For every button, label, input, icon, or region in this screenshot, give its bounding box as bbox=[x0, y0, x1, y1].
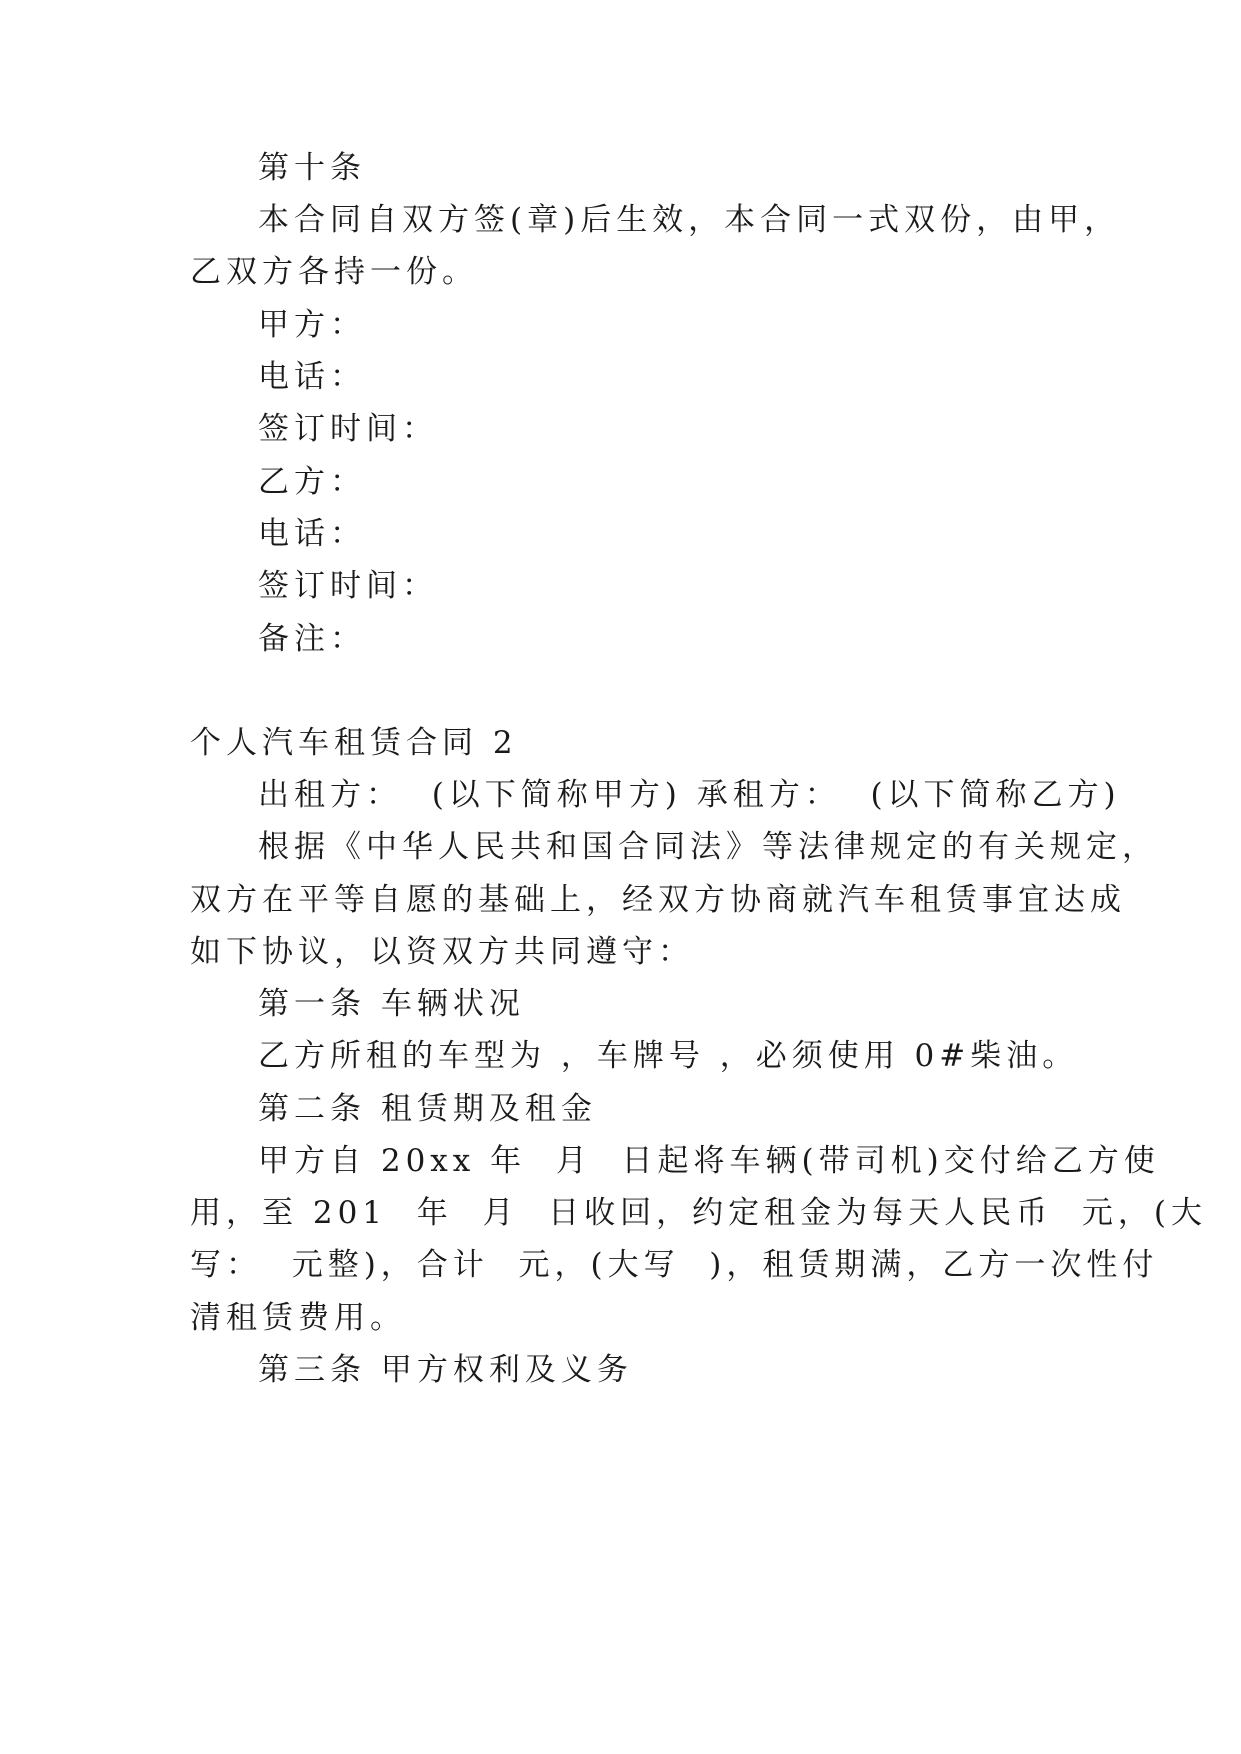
contract-title: 个人汽车租赁合同 2 bbox=[190, 725, 518, 761]
article-two-line-3: 写： 元整)，合计 元，(大写 )，租赁期满，乙方一次性付 bbox=[190, 1247, 1159, 1283]
article-two-line-2: 用，至 201 年 月 日收回，约定租金为每天人民币 元，(大 bbox=[190, 1195, 1207, 1231]
party-b-phone-label: 电话： bbox=[258, 516, 366, 552]
article-one-heading: 第一条 车辆状况 bbox=[258, 986, 525, 1022]
preamble-line-1: 根据《中华人民共和国合同法》等法律规定的有关规定， bbox=[258, 829, 1158, 865]
preamble-line-2: 双方在平等自愿的基础上，经双方协商就汽车租赁事宜达成 bbox=[190, 882, 1126, 918]
article-two-heading: 第二条 租赁期及租金 bbox=[258, 1091, 597, 1127]
parties-line: 出租方： (以下简称甲方) 承租方： (以下简称乙方) bbox=[258, 777, 1121, 813]
remarks-label: 备注： bbox=[258, 621, 366, 657]
party-a-sign-time-label: 签订时间： bbox=[258, 411, 438, 447]
article-one-text: 乙方所租的车型为 ，车牌号 ，必须使用 0#柴油。 bbox=[258, 1038, 1079, 1074]
party-a-label: 甲方： bbox=[258, 307, 366, 343]
article-two-line-4: 清租赁费用。 bbox=[190, 1300, 406, 1336]
party-a-phone-label: 电话： bbox=[258, 359, 366, 395]
party-b-label: 乙方： bbox=[258, 464, 366, 500]
party-b-sign-time-label: 签订时间： bbox=[258, 568, 438, 604]
article-two-line-1: 甲方自 20xx 年 月 日起将车辆(带司机)交付给乙方使 bbox=[258, 1143, 1160, 1179]
effect-clause-line-1: 本合同自双方签(章)后生效，本合同一式双份，由甲， bbox=[258, 202, 1121, 238]
preamble-line-3: 如下协议，以资双方共同遵守： bbox=[190, 934, 694, 970]
article-ten-heading: 第十条 bbox=[258, 150, 366, 186]
effect-clause-line-2: 乙双方各持一份。 bbox=[190, 254, 478, 290]
article-three-heading: 第三条 甲方权利及义务 bbox=[258, 1352, 633, 1388]
